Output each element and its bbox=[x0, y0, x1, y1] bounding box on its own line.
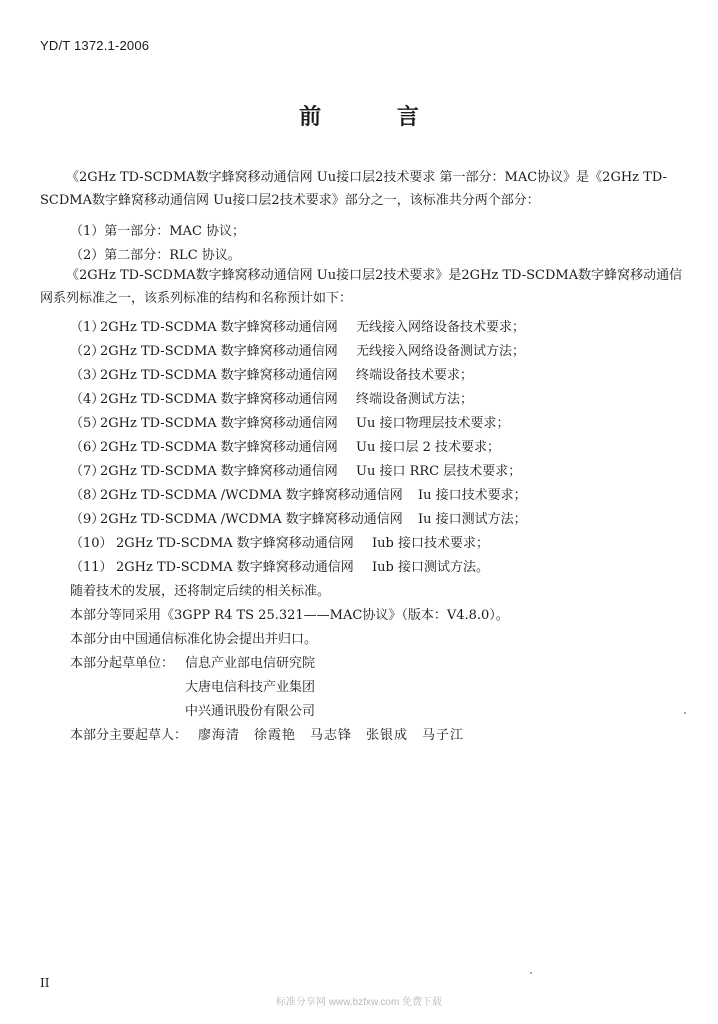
item-number: （10） bbox=[70, 536, 113, 551]
list-item bbox=[70, 364, 473, 383]
item-network: 2GHz TD-SCDMA /WCDMA 数字蜂窝移动通信网 bbox=[100, 512, 403, 527]
item-network: 2GHz TD-SCDMA 数字蜂窝移动通信网 bbox=[100, 392, 338, 407]
item-title: Iu 接口测试方法； bbox=[418, 512, 527, 527]
watermark: 标准分享网 www.bzfxw.com 免费下载 bbox=[275, 997, 443, 1008]
drafter-org: 信息产业部电信研究院 bbox=[185, 656, 316, 671]
list-item bbox=[70, 484, 527, 503]
item-number: （1） bbox=[70, 320, 105, 335]
item-number: （11） bbox=[70, 560, 113, 575]
item-network: 2GHz TD-SCDMA 数字蜂窝移动通信网 bbox=[100, 440, 338, 455]
item-network: 2GHz TD-SCDMA 数字蜂窝移动通信网 bbox=[100, 344, 338, 359]
item-title: Iub 接口测试方法。 bbox=[372, 560, 489, 575]
scan-speck bbox=[684, 712, 686, 714]
item-number: （8） bbox=[70, 488, 105, 503]
authors-label: 本部分主要起草人： bbox=[70, 728, 188, 743]
scan-speck bbox=[530, 972, 532, 974]
item-network: 2GHz TD-SCDMA 数字蜂窝移动通信网 bbox=[100, 464, 338, 479]
item-number: （4） bbox=[70, 392, 105, 407]
item-title: Uu 接口物理层技术要求； bbox=[356, 416, 510, 431]
item-number: （2） bbox=[70, 344, 105, 359]
item-network: 2GHz TD-SCDMA 数字蜂窝移动通信网 bbox=[100, 320, 338, 335]
item-network: 2GHz TD-SCDMA 数字蜂窝移动通信网 bbox=[100, 416, 338, 431]
drafter-org: 中兴通讯股份有限公司 bbox=[185, 704, 316, 719]
series-intro-paragraph: 《2GHz TD-SCDMA数字蜂窝移动通信网 Uu接口层2技术要求》是2GHz TD-SCDMA数字蜂窝移动通信网系列标准之一，该系列标准的结构和名称预计如下： bbox=[40, 268, 683, 306]
list-item bbox=[70, 340, 525, 359]
item-title: 无线接入网络设备测试方法； bbox=[356, 344, 526, 359]
closing-line-2: 本部分等同采用《3GPP R4 TS 25.321——MAC协议》（版本：V4.8.0）。 bbox=[70, 608, 509, 623]
item-number: （6） bbox=[70, 440, 105, 455]
list-item bbox=[70, 460, 521, 479]
document-code: YD/T 1372.1-2006 bbox=[40, 38, 150, 53]
item-number: （9） bbox=[70, 512, 105, 527]
item-network: 2GHz TD-SCDMA /WCDMA 数字蜂窝移动通信网 bbox=[100, 488, 403, 503]
drafters-label: 本部分起草单位： bbox=[70, 656, 175, 671]
page-number: II bbox=[40, 976, 50, 990]
list-item bbox=[70, 388, 473, 407]
intro-paragraph: 《2GHz TD-SCDMA数字蜂窝移动通信网 Uu接口层2技术要求 第一部分：MAC协议》是《2GHz TD-SCDMA数字蜂窝移动通信网 Uu接口层2技术要求》部分之一，该标准共分两个部分： bbox=[40, 170, 667, 208]
item-title: Uu 接口层 2 技术要求； bbox=[356, 440, 500, 455]
item-number: （3） bbox=[70, 368, 105, 383]
list-item bbox=[70, 556, 489, 575]
list-item bbox=[70, 436, 500, 455]
item-network: 2GHz TD-SCDMA 数字蜂窝移动通信网 bbox=[100, 368, 338, 383]
item-title: Uu 接口 RRC 层技术要求； bbox=[356, 464, 522, 479]
part-2: （2）第二部分：RLC 协议。 bbox=[70, 248, 241, 263]
list-item bbox=[70, 412, 509, 431]
item-number: （5） bbox=[70, 416, 105, 431]
drafter-org: 大唐电信科技产业集团 bbox=[185, 680, 316, 695]
closing-line-3: 本部分由中国通信标准化协会提出并归口。 bbox=[70, 632, 318, 647]
closing-line-1: 随着技术的发展，还将制定后续的相关标准。 bbox=[70, 584, 331, 599]
list-item bbox=[70, 316, 525, 335]
item-title: 终端设备测试方法； bbox=[356, 392, 474, 407]
page-title: 前 言 bbox=[299, 104, 453, 130]
item-network: 2GHz TD-SCDMA 数字蜂窝移动通信网 bbox=[116, 536, 354, 551]
item-title: Iu 接口技术要求； bbox=[418, 488, 527, 503]
authors-list: 廖海清 徐霞艳 马志锋 张银成 马子江 bbox=[198, 728, 465, 743]
part-1: （1）第一部分：MAC 协议； bbox=[70, 224, 246, 239]
item-title: Iub 接口技术要求； bbox=[372, 536, 489, 551]
item-number: （7） bbox=[70, 464, 105, 479]
item-title: 无线接入网络设备技术要求； bbox=[356, 320, 526, 335]
list-item bbox=[70, 508, 527, 527]
item-title: 终端设备技术要求； bbox=[356, 368, 474, 383]
item-network: 2GHz TD-SCDMA 数字蜂窝移动通信网 bbox=[116, 560, 354, 575]
list-item bbox=[70, 532, 489, 551]
